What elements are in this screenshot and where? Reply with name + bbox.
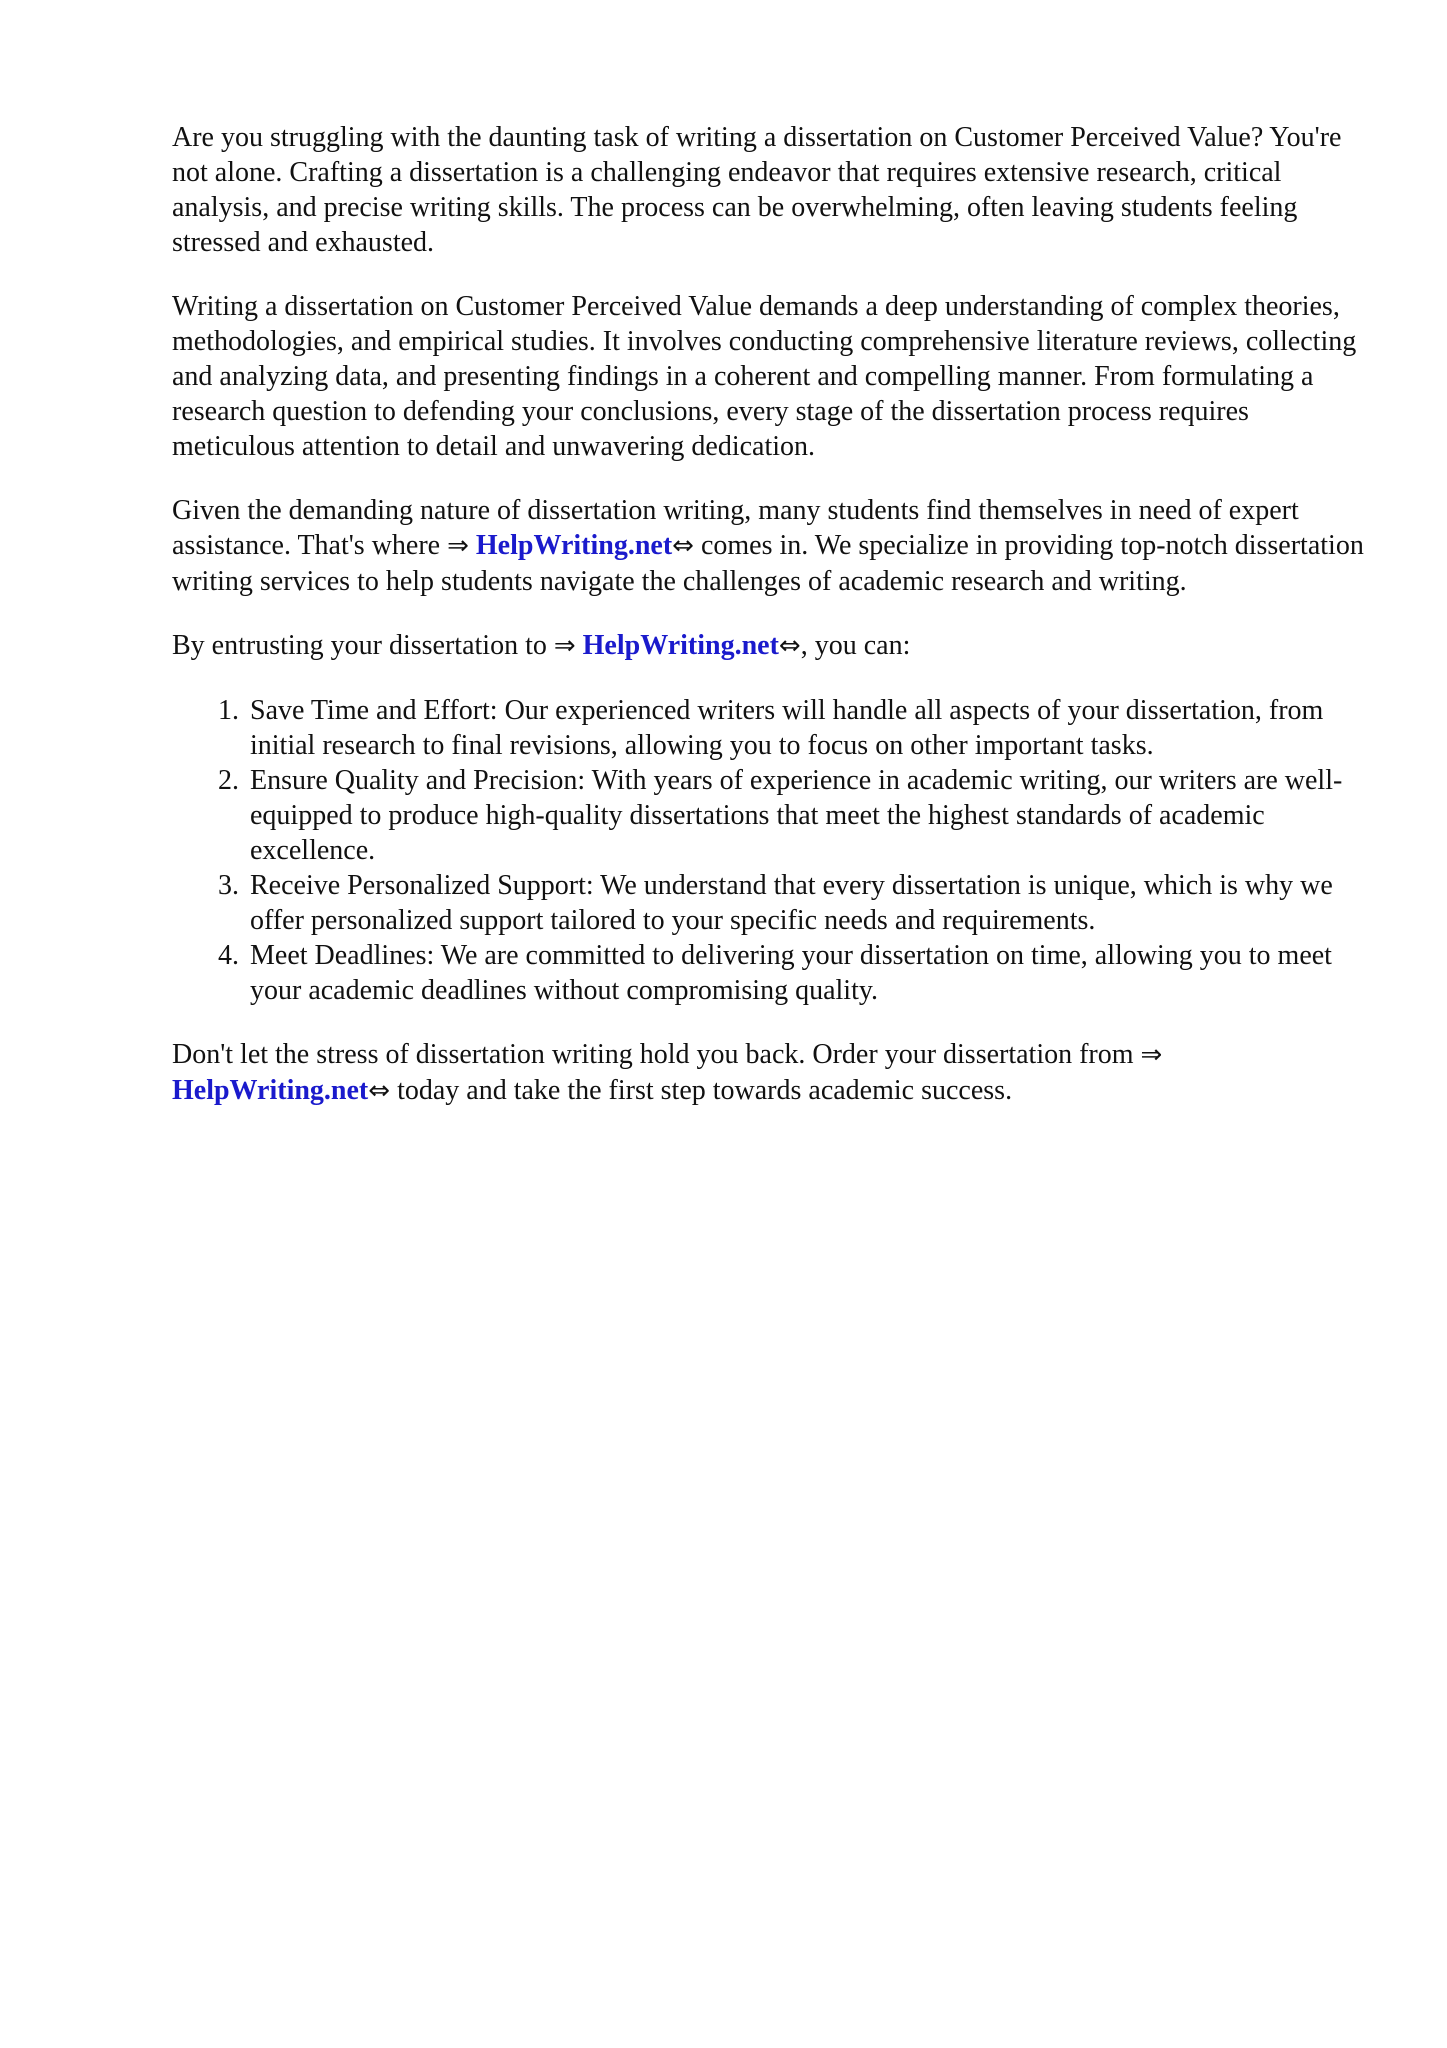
right-double-arrow-icon: ⇒ xyxy=(553,631,576,661)
left-right-double-arrow-icon: ⇔ xyxy=(368,1076,391,1106)
left-right-double-arrow-icon: ⇔ xyxy=(778,631,801,661)
entrusting-text-after: , you can: xyxy=(800,630,911,661)
entrusting-text-before: By entrusting your dissertation to xyxy=(172,630,554,661)
list-item: 2. Ensure Quality and Precision: With years of experience in academic writing, our writers are well-equipped to produce high-quality dissertations that meet the highest standards of academic excellence. xyxy=(246,763,1367,868)
requirements-paragraph: Writing a dissertation on Customer Perceived Value demands a deep understanding of complex theories, methodologies, and empirical studies. It involves conducting comprehensive literature reviews, collecting and analyzing data, and presenting findings in a coherent and compelling manner. From formulating a research question to defending your conclusions, every stage of the dissertation process requires meticulous attention to detail and unwavering dedication. xyxy=(172,291,1357,462)
list-item: 4. Meet Deadlines: We are committed to delivering your dissertation on time, allowing you to meet your academic deadlines without compromising quality. xyxy=(246,938,1367,1008)
list-item: 3. Receive Personalized Support: We understand that every dissertation is unique, which is why we offer personalized support tailored to your specific needs and requirements. xyxy=(246,868,1367,938)
closing-paragraph xyxy=(172,1037,1367,1109)
right-double-arrow-icon: ⇒ xyxy=(1140,1040,1163,1070)
closing-text-before: Don't let the stress of dissertation writing hold you back. Order your dissertation from xyxy=(172,1039,1141,1070)
right-double-arrow-icon: ⇒ xyxy=(447,531,469,561)
helpwriting-link[interactable]: HelpWriting.net xyxy=(582,630,779,661)
intro-paragraph: Are you struggling with the daunting task of writing a dissertation on Customer Perceived Value? You're not alone. Crafting a dissertation is a challenging endeavor that requires extensive research, critical analysis, and precise writing skills. The process can be overwhelming, often leaving students feeling stressed and exhausted. xyxy=(172,122,1342,258)
benefits-list xyxy=(172,693,1367,1008)
helpwriting-link[interactable]: HelpWriting.net xyxy=(172,1075,369,1106)
list-item: 1. Save Time and Effort: Our experienced writers will handle all aspects of your dissertation, from initial research to final revisions, allowing you to focus on other important tasks. xyxy=(246,693,1367,763)
closing-text-after: today and take the first step towards academic success. xyxy=(390,1075,1013,1106)
entrusting-paragraph xyxy=(172,628,1367,664)
helpwriting-link[interactable]: HelpWriting.net xyxy=(475,530,673,561)
assistance-paragraph xyxy=(172,493,1367,599)
assistance-text-before: Given the demanding nature of dissertation writing, many students find themselves in need of expert assistance. That's where xyxy=(172,495,1299,561)
assistance-text-after: comes in. We specialize in providing top-notch dissertation writing services to help students navigate the challenges of academic research and writing. xyxy=(172,530,1364,597)
document-body xyxy=(172,120,1367,1138)
left-right-double-arrow-icon: ⇔ xyxy=(672,531,694,561)
